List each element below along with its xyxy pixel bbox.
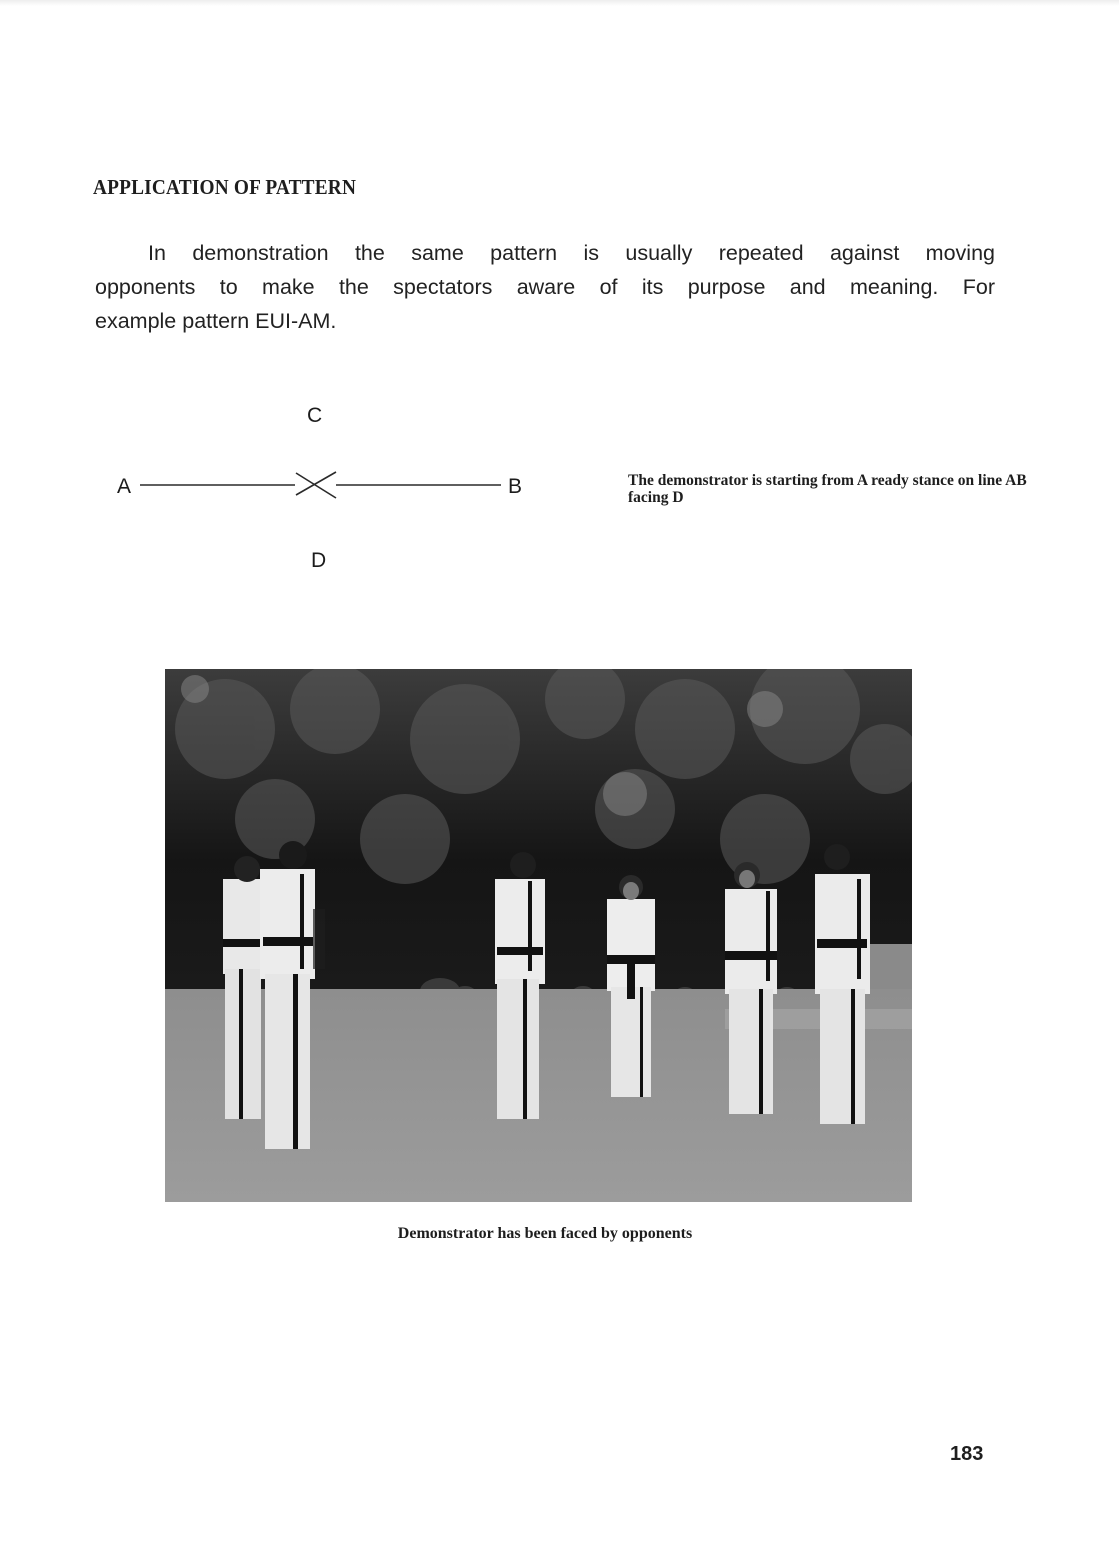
photo-illustration bbox=[165, 669, 912, 1202]
body-line: example pattern EUI-AM. bbox=[95, 309, 337, 333]
page-number: 183 bbox=[950, 1443, 984, 1465]
pattern-diagram bbox=[100, 390, 540, 580]
point-b-label: B bbox=[508, 475, 523, 498]
diagram-caption: The demonstrator is starting from A ready stance on line AB facing D bbox=[628, 472, 1027, 506]
cross-x-icon bbox=[296, 472, 336, 498]
demonstration-photo bbox=[165, 669, 912, 1202]
page-edge bbox=[0, 0, 1119, 6]
point-d-label: D bbox=[311, 549, 327, 572]
body-line: opponents to make the spectators aware of its purpose and meaning. For bbox=[95, 275, 995, 299]
body-line: In demonstration the same pattern is usually repeated against moving bbox=[148, 241, 995, 265]
body-paragraph bbox=[95, 236, 995, 338]
photo-caption: Demonstrator has been faced by opponents bbox=[397, 1225, 693, 1242]
section-heading: APPLICATION OF PATTERN bbox=[93, 175, 357, 199]
point-a-label: A bbox=[117, 475, 132, 498]
point-c-label: C bbox=[307, 404, 323, 427]
